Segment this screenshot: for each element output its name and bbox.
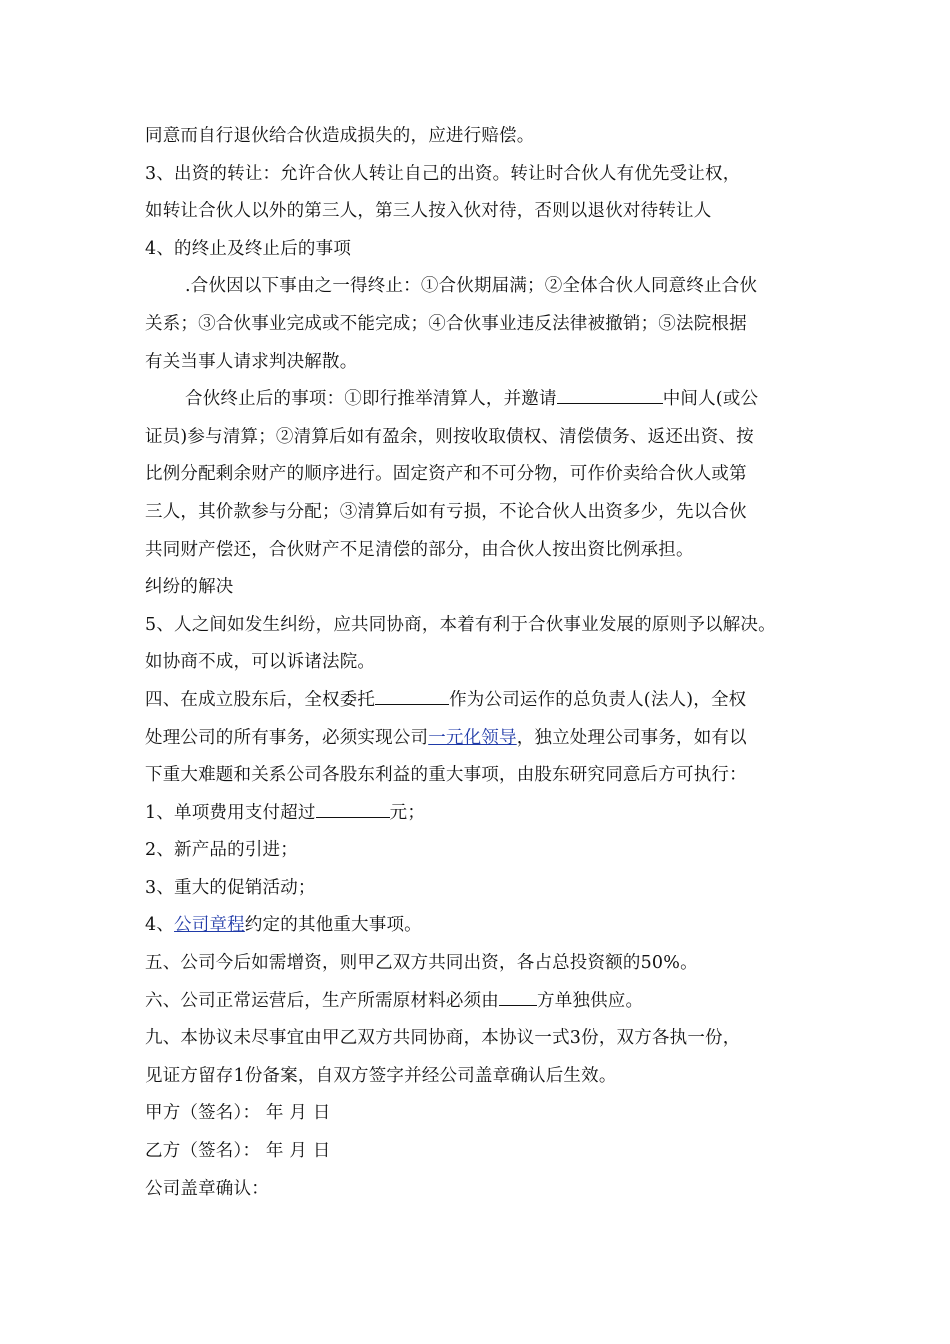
paragraph-line: .合伙因以下事由之一得终止：①合伙期届满；②全体合伙人同意终止合伙 (185, 276, 758, 297)
clause-3-line: 3、出资的转让：允许合伙人转让自己的出资。转让时合伙人有优先受让权， (145, 163, 741, 184)
company-charter-link[interactable]: 公司章程 (174, 915, 245, 936)
party-b-signature: 乙方（签名）： 年 月 日 (145, 1141, 331, 1162)
paragraph-line: 证员)参与清算；②清算后如有盈余，则按收取债权、清偿债务、返还出资、按 (145, 426, 754, 447)
paragraph-line: 下重大难题和关系公司各股东利益的重大事项，由股东研究同意后方可执行： (145, 765, 747, 786)
section-four-line (145, 682, 815, 720)
blank-field-amount[interactable] (316, 797, 390, 818)
section-heading: 纠纷的解决 (145, 577, 234, 598)
unified-leadership-link[interactable]: 一元化领导 (428, 727, 517, 748)
list-item (145, 907, 815, 945)
paragraph-line: 共同财产偿还，合伙财产不足清偿的部分，由合伙人按出资比例承担。 (145, 539, 694, 560)
text-segment: 四、在成立股东后，全权委托 (145, 689, 376, 710)
text-segment: 约定的其他重大事项。 (244, 915, 422, 936)
blank-field-representative[interactable] (375, 684, 449, 705)
clause-4-heading: 4、的终止及终止后的事项 (145, 238, 352, 259)
text-segment: 4、 (145, 915, 175, 936)
list-item: 3、重大的促销活动； (145, 877, 316, 898)
section-six-line (145, 983, 815, 1021)
text-segment: 作为公司运作的总负责人(法人)，全权 (449, 689, 747, 710)
party-a-signature: 甲方（签名）： 年 月 日 (145, 1103, 331, 1124)
clause-5-line: 5、人之间如发生纠纷，应共同协商，本着有利于合伙事业发展的原则予以解决。 (145, 614, 776, 635)
paragraph-line: 三人，其价款参与分配；③清算后如有亏损，不论合伙人出资多少，先以合伙 (145, 501, 747, 522)
paragraph-line: 如协商不成，可以诉诸法院。 (145, 652, 376, 673)
list-item: 2、新产品的引进； (145, 840, 298, 861)
text-segment: 中间人(或公 (662, 389, 759, 410)
text-segment: 合伙终止后的事项：①即行推举清算人，并邀请 (185, 389, 557, 410)
text-segment: 1、单项费用支付超过 (145, 802, 316, 823)
document-page (145, 118, 815, 1208)
text-segment: 处理公司的所有事务，必须实现公司 (145, 727, 429, 748)
paragraph-line: 同意而自行退伙给合伙造成损失的，应进行赔偿。 (145, 126, 535, 146)
paragraph-line: 见证方留存1份备案，自双方签字并经公司盖章确认后生效。 (145, 1065, 617, 1086)
text-segment: ，独立处理公司事务，如有以 (516, 727, 747, 748)
paragraph-line: 关系；③合伙事业完成或不能完成；④合伙事业违反法律被撤销；⑤法院根据 (145, 313, 747, 334)
paragraph-line: 如转让合伙人以外的第三人，第三人按入伙对待，否则以退伙对待转让人 (145, 201, 712, 222)
paragraph-line (145, 720, 815, 758)
list-item (145, 795, 815, 833)
section-five-line: 五、公司今后如需增资，则甲乙双方共同出资，各占总投资额的50%。 (145, 953, 698, 974)
company-seal-confirmation: 公司盖章确认： (145, 1178, 269, 1199)
paragraph-line: 有关当事人请求判决解散。 (145, 351, 358, 372)
text-segment: 元； (389, 802, 426, 823)
paragraph-line: 比例分配剩余财产的顺序进行。固定资产和不可分物，可作价卖给合伙人或第 (145, 464, 747, 485)
blank-field-mediator[interactable] (557, 383, 663, 404)
paragraph-line (145, 381, 815, 419)
text-segment: 六、公司正常运营后，生产所需原材料必须由 (145, 990, 499, 1011)
blank-field-supplier[interactable] (499, 985, 537, 1006)
text-segment: 方单独供应。 (537, 990, 644, 1011)
section-nine-line: 九、本协议未尽事宜由甲乙双方共同协商，本协议一式3份，双方各执一份， (145, 1028, 741, 1049)
